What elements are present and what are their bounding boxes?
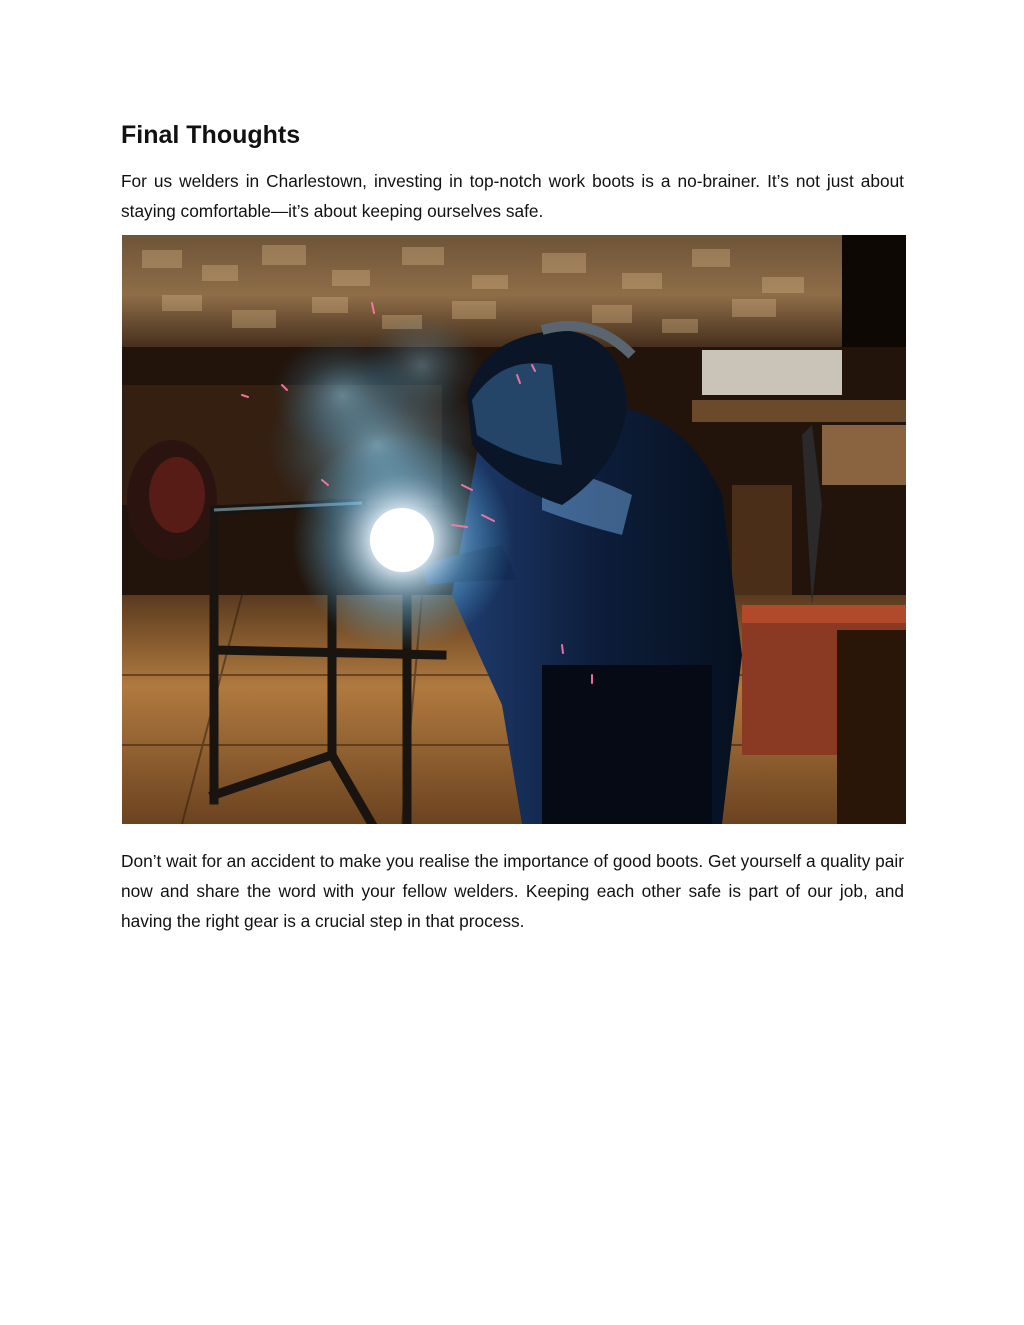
welder-photo-illustration bbox=[122, 235, 906, 824]
intro-paragraph: For us welders in Charlestown, investing in top-notch work boots is a no-brainer. It’s not just about staying comfortable—it’s about keeping ourselves safe. bbox=[121, 171, 904, 221]
welder-photo bbox=[122, 235, 906, 824]
section-heading: Final Thoughts bbox=[121, 121, 301, 149]
closing-paragraph: Don’t wait for an accident to make you realise the importance of good boots. Get yourself a quality pair now and share the word with your fellow welders. Keeping each other safe is part of our job, and having the right gear is a crucial step in that process. bbox=[121, 851, 904, 931]
